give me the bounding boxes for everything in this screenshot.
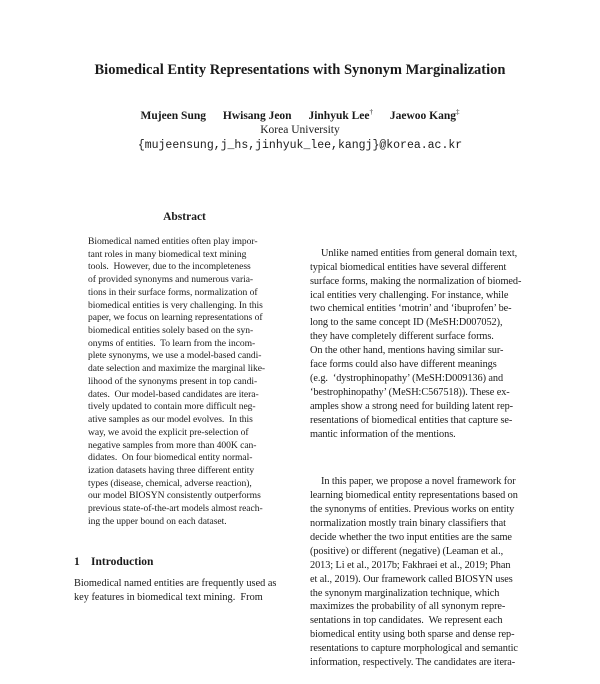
text-line: decide whether the two input entities are the same <box>310 531 512 543</box>
text-line: paper, we focus on learning representations of <box>88 312 263 324</box>
text-line: plete synonyms, we use a model-based candi- <box>88 350 262 362</box>
text-line: the synonym marginalization technique, which <box>310 587 500 599</box>
text-line: tions in their surface forms, normalization of <box>88 286 258 298</box>
text-line: lihood of the synonyms present in top candi- <box>88 375 258 387</box>
text-line: didates. On four biomedical entity normal- <box>88 452 253 464</box>
abstract-heading: Abstract <box>163 211 206 223</box>
text-line: Unlike named entities from general domain text, <box>321 247 518 259</box>
affiliation: Korea University <box>260 124 340 136</box>
text-line: (positive) or different (negative) (Leaman et al., <box>310 545 504 557</box>
text-line: resentations of biomedical entities that capture se- <box>310 414 513 426</box>
text-line: Biomedical named entities often play impor- <box>88 236 258 247</box>
text-line: (e.g. ‘dystrophinopathy’ (MeSH:D009136) and <box>310 372 504 384</box>
section-title: Introduction <box>91 556 154 568</box>
paragraph <box>310 247 528 442</box>
text-line: mantic information of the mentions. <box>310 428 456 440</box>
text-line: biomedical entity using both sparse and dense rep- <box>310 629 515 641</box>
text-line: they have completely different surface forms. <box>310 331 494 343</box>
text-line: information, respectively. The candidates are itera- <box>310 657 516 669</box>
section-number: 1 <box>74 556 80 568</box>
text-line: onyms of entities. To learn from the incom- <box>88 337 256 349</box>
text-line: typical biomedical entities have several different <box>310 261 507 273</box>
text-line: amples show a strong need for building latent rep- <box>310 400 514 412</box>
section-heading-introduction <box>74 556 294 568</box>
author-name: Mujeen Sung <box>140 109 206 122</box>
author <box>390 108 460 122</box>
author-list <box>0 108 600 122</box>
text-line: 2013; Li et al., 2017b; Fakhraei et al., 2019; Phan <box>310 559 511 571</box>
author <box>141 108 207 122</box>
text-line: et al., 2019). Our framework called BIOSYN uses <box>310 573 513 585</box>
text-line: surface forms, making the normalization of biomed- <box>310 275 522 287</box>
author-name: Jaewoo Kang <box>389 109 456 122</box>
text-line: our model BIOSYN consistently outperforms <box>88 490 261 502</box>
text-line: ‘bestrophinopathy’ (MeSH:C567518)). These ex- <box>310 386 510 398</box>
text-line: On the other hand, mentions having similar sur- <box>310 345 504 357</box>
text-line: the synonyms of entities. Previous works on entity <box>310 504 515 516</box>
text-line: ing the upper bound on each dataset. <box>88 515 227 527</box>
text-line: dates. Our model-based candidates are itera- <box>88 388 259 400</box>
text-line: Biomedical named entities are frequently used as <box>74 578 277 589</box>
author-mark: ‡ <box>456 108 460 116</box>
text-line: biomedical entities solely based on the syn- <box>88 325 254 337</box>
text-line: face forms could also have different meanings <box>310 359 497 371</box>
text-line: two chemical entities ‘motrin’ and ‘ibuprofen’ be- <box>310 303 512 315</box>
introduction-body <box>74 577 296 606</box>
text-line: tively updated to contain more difficult neg- <box>88 401 256 413</box>
text-line: types (disease, chemical, adverse reaction), <box>88 477 252 489</box>
text-line: In this paper, we propose a novel framework for <box>321 476 516 488</box>
author-mark: † <box>369 108 373 116</box>
text-line: tant roles in many biomedical text mining <box>88 248 247 260</box>
text-line: learning biomedical entity representations based on <box>310 490 518 502</box>
paragraph <box>310 475 528 670</box>
text-line: ization datasets having three different entity <box>88 464 255 476</box>
text-line: ical entities very challenging. For instance, while <box>310 289 509 301</box>
author <box>223 108 292 122</box>
text-line: key features in biomedical text mining. From <box>74 592 263 604</box>
text-line: of provided synonyms and numerous varia- <box>88 274 254 286</box>
text-line: sentations in top candidates. We represent each <box>310 615 503 627</box>
text-line: normalization mostly train binary classifiers that <box>310 518 506 530</box>
text-line: date selection and maximize the marginal like- <box>88 363 266 375</box>
abstract-body <box>88 236 281 529</box>
author-name: Jinhyuk Lee <box>308 109 370 122</box>
text-line: previous state-of-the-art models almost reach- <box>88 503 263 515</box>
author-name: Hwisang Jeon <box>222 109 292 122</box>
text-line: biomedical entities is very challenging. In this <box>88 299 263 311</box>
author-emails: {mujeensung,j_hs,jinhyuk_lee,kangj}@korea.ac.kr <box>137 139 463 152</box>
right-column-body <box>310 219 528 684</box>
text-line: way, we avoid the explicit pre-selection of <box>88 426 249 438</box>
text-line: maximizes the probability of all synonym repre- <box>310 601 506 613</box>
text-line: long to the same concept ID (MeSH:D007052), <box>310 317 503 329</box>
text-line: ative samples as our model evolves. In this <box>88 414 253 426</box>
paper-title: Biomedical Entity Representations with Synonym Marginalization <box>94 62 506 78</box>
text-line: tools. However, due to the incompleteness <box>88 261 251 273</box>
text-line: resentations to capture morphological and semantic <box>310 643 518 655</box>
author <box>308 108 373 122</box>
text-line: negative samples from more than 400K can- <box>88 439 257 451</box>
